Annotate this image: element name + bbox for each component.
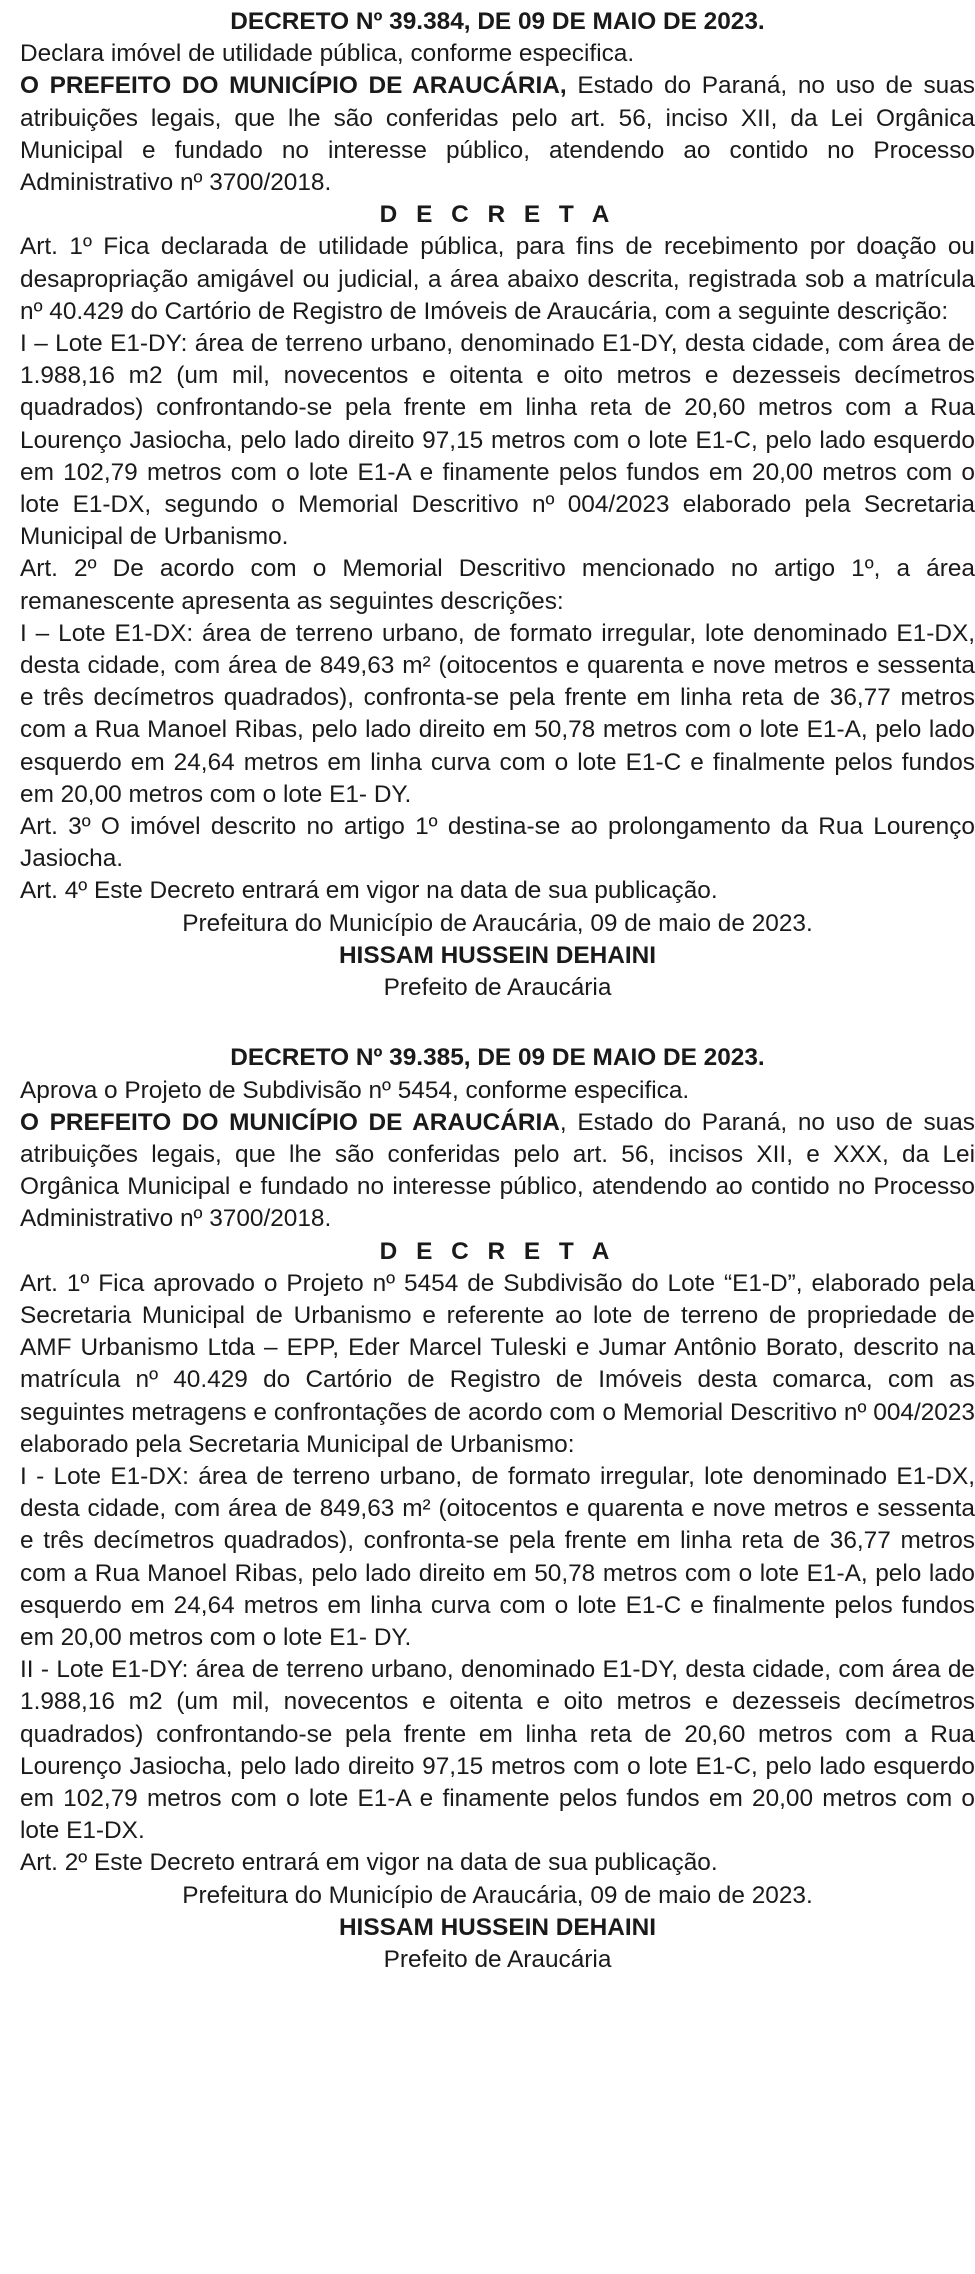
lot-e1-dx-description: I – Lote E1-DX: área de terreno urbano, de formato irregular, lote denominado E1-DX, desta cidade, com área de 849,63 m² (oitocentos e quarenta e nove metros e sessenta e três decímetros quadrados), confronta-se pela frente em linha reta de 36,77 metros com a Rua Manoel Ribas, pelo lado direito em 50,78 metros com o lote E1-A, pelo lado esquerdo em 24,64 metros em linha curva com o lote E1-C e finalmente pelos fundos em 20,00 metros com o lote E1- DY. <box>20 619 975 808</box>
decree-39385 <box>20 1042 975 1976</box>
article-1: Art. 1º Fica declarada de utilidade pública, para fins de recebimento por doação ou desapropriação amigável ou judicial, a área abaixo descrita, registrada sob a matrícula nº 40.429 do Cartório de Registro de Imóveis de Araucária, com a seguinte descrição: <box>20 233 975 325</box>
signer-role: Prefeito de Araucária <box>383 974 612 1002</box>
place-date: Prefeitura do Município de Araucária, 09 de maio de 2023. <box>182 1881 813 1909</box>
decree-preamble <box>20 70 975 199</box>
article-1: Art. 1º Fica aprovado o Projeto nº 5454 de Subdivisão do Lote “E1-D”, elaborado pela Secretaria Municipal de Urbanismo e referente ao lote de terreno de propriedade de AMF Urbanismo Ltda – EPP, Eder Marcel Tuleski e Jumar Antônio Borato, descrito na matrícula nº 40.429 do Cartório de Registro de Imóveis desta comarca, com as seguintes metragens e confrontações de acordo com o Memorial Descritivo nº 004/2023 elaborado pela Secretaria Municipal de Urbanismo: <box>20 1269 975 1458</box>
preamble-text: Estado do Paraná, no uso de suas atribuições legais, que lhe são conferidas pelo art. 56, inciso XII, da Lei Orgânica Municipal e fundado no interesse público, atendendo ao contido no Processo Administrativo nº 3700/2018. <box>20 72 975 197</box>
lot-e1-dy-description: I – Lote E1-DY: área de terreno urbano, denominado E1-DY, desta cidade, com área de 1.988,16 m2 (um mil, novecentos e oitenta e oito metros e dezesseis decímetros quadrados) confrontando-se pela frente em linha reta de 20,60 metros com a Rua Lourenço Jasiocha, pelo lado direito 97,15 metros com o lote E1-C, pelo lado esquerdo em 102,79 metros com o lote E1-A e finamente pelos fundos em 20,00 metros com o lote E1-DX, segundo o Memorial Descritivo nº 004/2023 elaborado pela Secretaria Municipal de Urbanismo. <box>20 330 975 551</box>
article-3: Art. 3º O imóvel descrito no artigo 1º destina-se ao prolongamento da Rua Lourenço Jasiocha. <box>20 813 975 873</box>
preamble-authority: O PREFEITO DO MUNICÍPIO DE ARAUCÁRIA, <box>20 72 567 100</box>
article-2: Art. 2º De acordo com o Memorial Descritivo mencionado no artigo 1º, a área remanescente apresenta as seguintes descrições: <box>20 555 975 615</box>
place-date: Prefeitura do Município de Araucária, 09 de maio de 2023. <box>182 909 813 937</box>
document-page <box>20 0 975 1976</box>
decreta-heading: D E C R E T A <box>379 1237 616 1265</box>
preamble-authority: O PREFEITO DO MUNICÍPIO DE ARAUCÁRIA <box>20 1108 560 1136</box>
decree-preamble <box>20 1107 975 1236</box>
signer-name: HISSAM HUSSEIN DEHAINI <box>338 941 657 969</box>
decree-39384 <box>20 6 975 1004</box>
signer-role: Prefeito de Araucária <box>383 1945 612 1973</box>
lot-e1-dy-description: II - Lote E1-DY: área de terreno urbano, denominado E1-DY, desta cidade, com área de 1.988,16 m2 (um mil, novecentos e oitenta e oito metros e dezesseis decímetros quadrados) confrontando-se pela frente em linha reta de 20,60 metros com a Rua Lourenço Jasiocha, pelo lado direito 97,15 metros com o lote E1-C, pelo lado esquerdo em 102,79 metros com o lote E1-A e finamente pelos fundos em 20,00 metros com o lote E1-DX. <box>20 1656 975 1845</box>
article-2: Art. 2º Este Decreto entrará em vigor na data de sua publicação. <box>20 1849 718 1877</box>
signer-name: HISSAM HUSSEIN DEHAINI <box>338 1913 657 1941</box>
decree-ementa: Aprova o Projeto de Subdivisão nº 5454, conforme especifica. <box>20 1076 690 1104</box>
decree-title: DECRETO Nº 39.385, DE 09 DE MAIO DE 2023. <box>230 1044 765 1072</box>
lot-e1-dx-description: I - Lote E1-DX: área de terreno urbano, de formato irregular, lote denominado E1-DX, desta cidade, com área de 849,63 m² (oitocentos e quarenta e nove metros e sessenta e três decímetros quadrados), confronta-se pela frente em linha reta de 36,77 metros com a Rua Manoel Ribas, pelo lado direito em 50,78 metros com o lote E1-A, pelo lado esquerdo em 24,64 metros em linha curva com o lote E1-C e finalmente pelos fundos em 20,00 metros com o lote E1- DY. <box>20 1462 975 1651</box>
preamble-text: , Estado do Paraná, no uso de suas atribuições legais, que lhe são conferidas pelo art. 56, incisos XII, e XXX, da Lei Orgânica Municipal e fundado no interesse público, atendendo ao contido no Processo Administrativo nº 3700/2018. <box>20 1108 975 1233</box>
article-4: Art. 4º Este Decreto entrará em vigor na data de sua publicação. <box>20 877 718 905</box>
decree-ementa: Declara imóvel de utilidade pública, conforme especifica. <box>20 40 635 68</box>
decree-title: DECRETO Nº 39.384, DE 09 DE MAIO DE 2023. <box>230 8 765 35</box>
decreta-heading: D E C R E T A <box>379 201 616 229</box>
